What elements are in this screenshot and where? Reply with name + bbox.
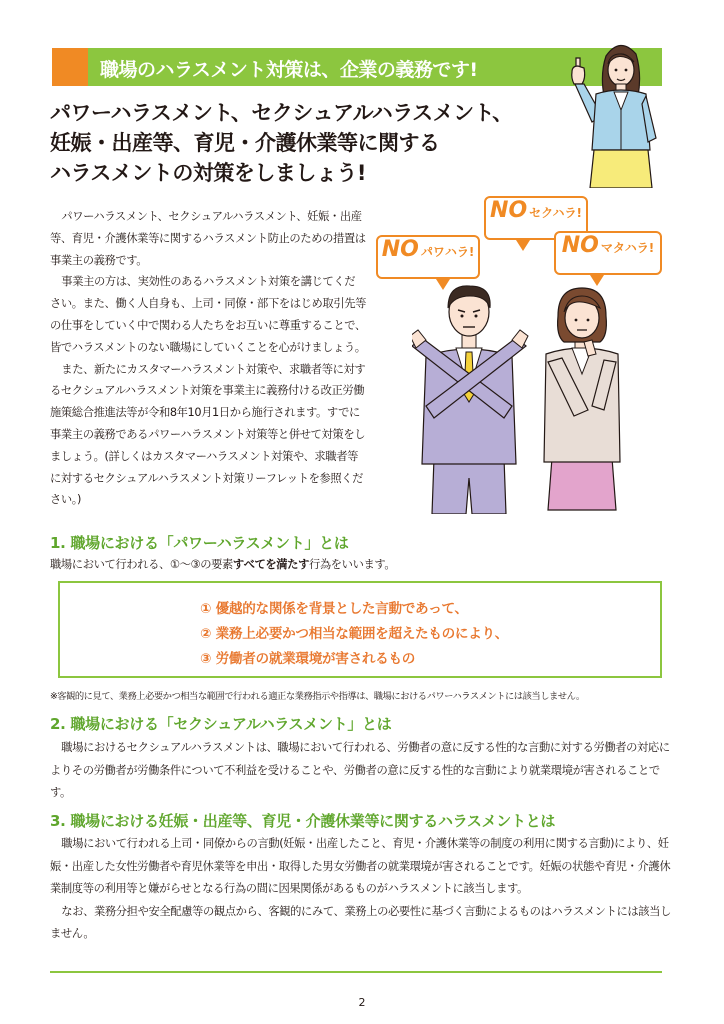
section-3-body [50, 833, 672, 946]
man-woman-crossed-arms-illustration [412, 282, 628, 514]
section-1-heading: 1. 職場における「パワーハラスメント」とは [50, 534, 349, 552]
criteria-item-2: ② 業務上必要かつ相当な範囲を超えたものにより、 [200, 626, 509, 642]
section-2-body [50, 737, 672, 805]
intro-paragraph-1: パワーハラスメント、セクシュアルハラスメント、妊娠・出産等、育児・介護休業等に関するハラスメント防止のための措置は事業主の義務です。 [50, 210, 366, 267]
lead-text-post: 行為をいいます。 [308, 558, 396, 571]
bubble-matahara-text: マタハラ! [600, 241, 655, 255]
lead-text-pre: 職場において行われる、①～③の要素 [50, 558, 233, 571]
intro-paragraph-3: また、新たにカスタマーハラスメント対策や、求職者等に対するセクシュアルハラスメント対策を事業主に義務付ける改正労働施策総合推進法等が令和8年10月1日から施行されます。すでに事業主の義務であるパワーハラスメント対策等と併せて対策をしましょう。(詳しくはカスタマーハラスメント対策や、求職者等に対するセクシュアルハラスメント対策リーフレットを参照ください。) [50, 362, 366, 507]
presenter-woman-illustration [562, 38, 672, 188]
title-line-2: 妊娠・出産等、育児・介護休業等に関する [50, 131, 440, 155]
criteria-item-1: ① 優越的な関係を背景とした言動であって、 [200, 601, 468, 617]
powerharassment-criteria-box [58, 581, 662, 678]
banner-text: 職場のハラスメント対策は、企業の義務です! [100, 59, 478, 81]
section-2-paragraph: 職場におけるセクシュアルハラスメントは、職場において行われる、労働者の意に反する性的な言動に対する労働者の対応によりその労働者が労働条件について不利益を受けることや、労働者の意に反する性的な言動により就業環境が害されることです。 [50, 741, 670, 799]
bubble-no-text: NO [381, 237, 419, 262]
criteria-item-3: ③ 労働者の就業環境が害されるもの [200, 651, 416, 667]
bubble-no-text: NO [490, 198, 528, 223]
banner-accent-square [52, 48, 88, 86]
intro-paragraph-2: 事業主の方は、実効性のあるハラスメント対策を講じてください。また、働く人自身も、上司・同僚・部下をはじめ取引先等の仕事をしていく中で関わる人たちをお互いに尊重することで、皆でハラスメントのない職場にしていくことを心がけましょう。 [50, 275, 367, 354]
section-3-heading: 3. 職場における妊娠・出産等、育児・介護休業等に関するハラスメントとは [50, 812, 556, 830]
section-3-paragraph-2: なお、業務分担や安全配慮等の観点から、客観的にみて、業務上の必要性に基づく言動によるものはハラスメントには該当しません。 [50, 904, 671, 940]
lead-text-bold: すべてを満たす [232, 558, 309, 571]
section-1-note: ※客観的に見て、業務上必要かつ相当な範囲で行われる適正な業務指示や指導は、職場におけるパワーハラスメントには該当しません。 [50, 691, 585, 702]
page-title [50, 98, 520, 188]
bubble-sekuhara-text: セクハラ! [529, 206, 582, 220]
section-2-heading: 2. 職場における「セクシュアルハラスメント」とは [50, 715, 392, 733]
bubble-no-matahara [554, 231, 662, 275]
bubble-no-pawahara [376, 235, 480, 279]
page-number: 2 [358, 996, 366, 1009]
footer-divider [50, 971, 662, 973]
section-1-lead [50, 554, 672, 577]
intro-text [50, 206, 366, 511]
section-3-paragraph-1: 職場において行われる上司・同僚からの言動(妊娠・出産したこと、育児・介護休業等の制度の利用に関する言動)により、妊娠・出産した女性労働者や育児休業等を申出・取得した男女労働者の就業環境が害されることです。妊娠の状態や育児・介護休業制度等の利用等と嫌がらせとなる行為の間に因果関係があるものがハラスメントに該当します。 [50, 837, 671, 895]
title-line-3: ハラスメントの対策をしましょう! [50, 161, 366, 185]
title-line-1: パワーハラスメント、セクシュアルハラスメント、 [50, 101, 513, 125]
bubble-no-text: NO [561, 233, 599, 258]
bubble-pawahara-text: パワハラ! [420, 245, 475, 259]
